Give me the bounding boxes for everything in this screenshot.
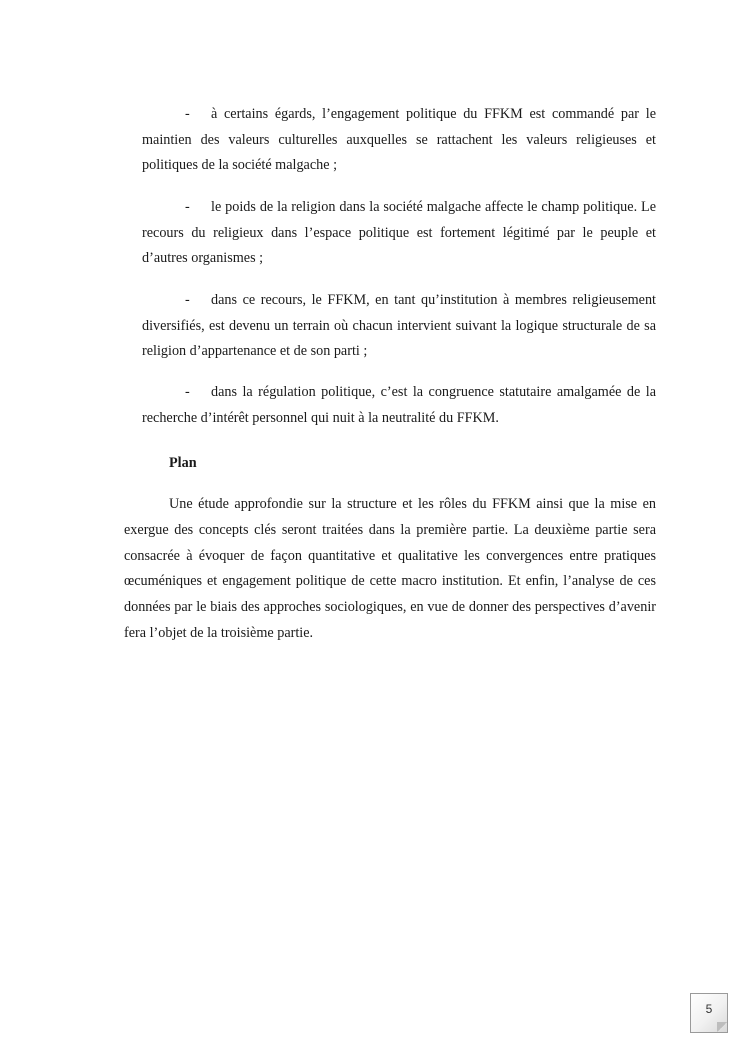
page-curl-icon xyxy=(717,1022,727,1032)
bullet-item xyxy=(142,102,656,179)
bullet-item xyxy=(142,195,656,272)
bullet-text: à certains égards, l’engagement politique du FFKM est commandé par le maintien des valeurs culturelles auxquelles se rattachent les valeurs religieuses et politiques de la société malgache ; xyxy=(142,106,656,173)
plan-paragraph: Une étude approfondie sur la structure et les rôles du FFKM ainsi que la mise en exergue des concepts clés seront traitées dans la première partie. La deuxième partie sera consacrée à évoquer de façon quantitative et qualitative les convergences entre pratiques œcuméniques et engagement politique de cette macro institution. Et enfin, l’analyse de ces données par le biais des approches sociologiques, en vue de donner des perspectives d’avenir fera l’objet de la troisième partie. xyxy=(124,496,656,641)
bullet-text: dans ce recours, le FFKM, en tant qu’institution à membres religieusement diversifiés, est devenu un terrain où chacun intervient suivant la logique structurale de sa religion d’appartenance et de son parti ; xyxy=(142,292,656,359)
bullet-dash: - xyxy=(185,106,190,122)
bullet-dash: - xyxy=(185,199,190,215)
bullet-text: dans la régulation politique, c’est la congruence statutaire amalgamée de la recherche d’intérêt personnel qui nuit à la neutralité du FFKM. xyxy=(142,384,656,426)
bullet-dash: - xyxy=(185,384,190,400)
bullet-item xyxy=(142,288,656,365)
page-number-badge xyxy=(690,993,728,1033)
bullet-text: le poids de la religion dans la société malgache affecte le champ politique. Le recours du religieux dans l’espace politique est fortement légitimé par le peuple et d’autres organismes ; xyxy=(142,199,656,266)
bullet-item xyxy=(142,380,656,431)
section-heading-plan: Plan xyxy=(169,455,197,471)
bullet-dash: - xyxy=(185,292,190,308)
page-number: 5 xyxy=(705,1002,713,1016)
